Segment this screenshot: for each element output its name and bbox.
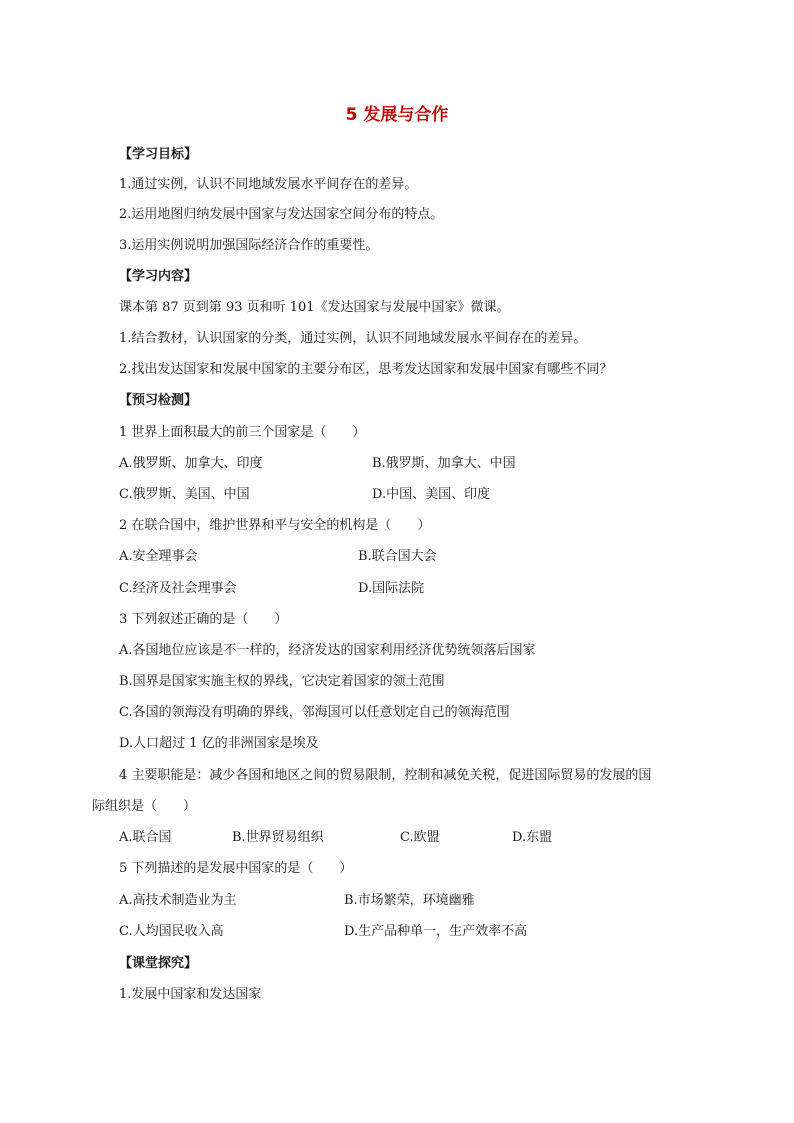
q2-option-c: C.经济及社会理事会 [119,581,237,596]
q1-stem: 1 世界上面积最大的前三个国家是（ ） [119,425,366,440]
q5-option-a: A.高技术制造业为主 [119,893,237,908]
q5-option-d: D.生产品种单一，生产效率不高 [344,924,528,939]
goal-item-3: 3.运用实例说明加强国际经济合作的重要性。 [119,238,379,253]
goal-item-1: 1.通过实例，认识不同地域发展水平间存在的差异。 [119,177,418,192]
preview-heading: 【预习检测】 [119,393,198,408]
q2-option-d: D.国际法院 [358,581,425,596]
q3-option-b: B.国界是国家实施主权的界线，它决定着国家的领土范围 [119,674,445,689]
goal-item-2: 2.运用地图归纳发展中国家与发达国家空间分布的特点。 [119,207,444,222]
content-intro: 课本第 87 页到第 93 页和听 101《发达国家与发展中国家》微课。 [119,300,510,315]
q4-stem-line-1: 4 主要职能是：减少各国和地区之间的贸易限制，控制和减免关税，促进国际贸易的发展的国 [119,768,652,783]
q2-option-a: A.安全理事会 [119,549,198,564]
goals-heading: 【学习目标】 [119,147,198,162]
content-item-2: 2.找出发达国家和发展中国家的主要分布区，思考发达国家和发展中国家有哪些不同？ [119,362,613,377]
q2-stem: 2 在联合国中，维护世界和平与安全的机构是（ ） [119,518,431,533]
q3-option-a: A.各国地位应该是不一样的，经济发达的国家利用经济优势统领落后国家 [119,643,536,658]
content-heading: 【学习内容】 [119,269,198,284]
q3-stem: 3 下列叙述正确的是（ ） [119,612,288,627]
q5-option-c: C.人均国民收入高 [119,924,224,939]
page-title: 5 发展与合作 [345,105,449,125]
explore-item-1: 1.发展中国家和发达国家 [119,987,262,1002]
q5-option-b: B.市场繁荣，环境幽雅 [344,893,475,908]
q1-option-a: A.俄罗斯、加拿大、印度 [119,456,263,471]
explore-heading: 【课堂探究】 [119,956,198,971]
q4-option-b: B.世界贸易组织 [232,830,324,845]
q4-option-a: A.联合国 [119,830,172,845]
q5-stem: 5 下列描述的是发展中国家的是（ ） [119,861,353,876]
q3-option-c: C.各国的领海没有明确的界线，邻海国可以任意划定自己的领海范围 [119,705,510,720]
q4-option-d: D.东盟 [512,830,553,845]
q1-option-c: C.俄罗斯、美国、中国 [119,487,250,502]
q4-stem-line-2: 际组织是（ ） [92,799,197,814]
q4-option-c: C.欧盟 [400,830,440,845]
q2-option-b: B.联合国大会 [358,549,437,564]
q3-option-d: D.人口超过 1 亿的非洲国家是埃及 [119,736,319,751]
q1-option-d: D.中国、美国、印度 [372,487,491,502]
q1-option-b: B.俄罗斯、加拿大、中国 [372,456,516,471]
content-item-1: 1.结合教材，认识国家的分类，通过实例，认识不同地域发展水平间存在的差异。 [119,331,587,346]
